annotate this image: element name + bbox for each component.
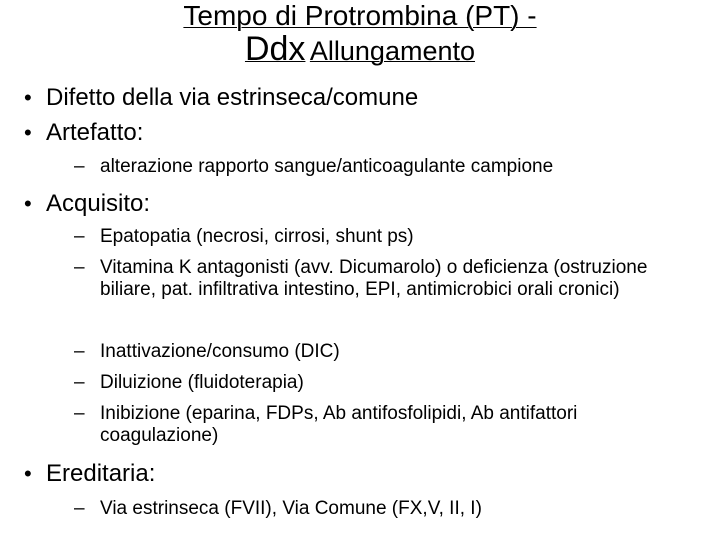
sub-dash: – (74, 372, 85, 393)
sub-text: Epatopatia (necrosi, cirrosi, shunt ps) (100, 226, 414, 247)
bullet-dot: • (24, 85, 32, 110)
sub-item-acquisito-5 (74, 403, 640, 447)
sub-dash: – (74, 403, 85, 424)
bullet-text: Ereditaria: (46, 460, 156, 487)
bullet-dot: • (24, 461, 32, 486)
sub-item-acquisito-3 (74, 341, 700, 363)
sub-text: alterazione rapporto sangue/anticoagulante campione (100, 156, 554, 177)
title-line-1: Tempo di Protrombina (PT) - (183, 0, 537, 31)
sub-dash: – (74, 498, 85, 519)
title-line-2 (0, 32, 720, 66)
bullet-text: Artefatto: (46, 119, 144, 146)
sub-dash: – (74, 257, 85, 278)
sub-item-artefatto-1 (74, 156, 700, 178)
sub-item-ereditaria-1 (74, 498, 700, 520)
bullet-text: Acquisito: (46, 190, 151, 217)
bullet-text: Difetto della via estrinseca/comune (46, 84, 419, 111)
sub-item-acquisito-1 (74, 226, 700, 248)
sub-text: Vitamina K antagonisti (avv. Dicumarolo) o deficienza (ostruzione biliare, pat. infiltrativa intestino, EPI, antimicrobici orali cronici) (100, 257, 648, 300)
sub-text: Inibizione (eparina, FDPs, Ab antifosfolipidi, Ab antifattori coagulazione) (100, 403, 578, 446)
slide-title (0, 2, 720, 66)
sub-text: Inattivazione/consumo (DIC) (100, 341, 340, 362)
title-allungamento: Allungamento (309, 36, 476, 66)
bullet-artefatto (24, 119, 144, 147)
title-ddx: Ddx (244, 30, 306, 68)
bullet-difetto (24, 84, 419, 112)
sub-text: Diluizione (fluidoterapia) (100, 372, 304, 393)
sub-dash: – (74, 341, 85, 362)
bullet-dot: • (24, 120, 32, 145)
sub-dash: – (74, 226, 85, 247)
sub-item-acquisito-2 (74, 257, 690, 301)
bullet-ereditaria (24, 460, 156, 488)
sub-dash: – (74, 156, 85, 177)
bullet-dot: • (24, 191, 32, 216)
bullet-acquisito (24, 190, 151, 218)
sub-text: Via estrinseca (FVII), Via Comune (FX,V, II, I) (100, 498, 482, 519)
sub-item-acquisito-4 (74, 372, 700, 394)
